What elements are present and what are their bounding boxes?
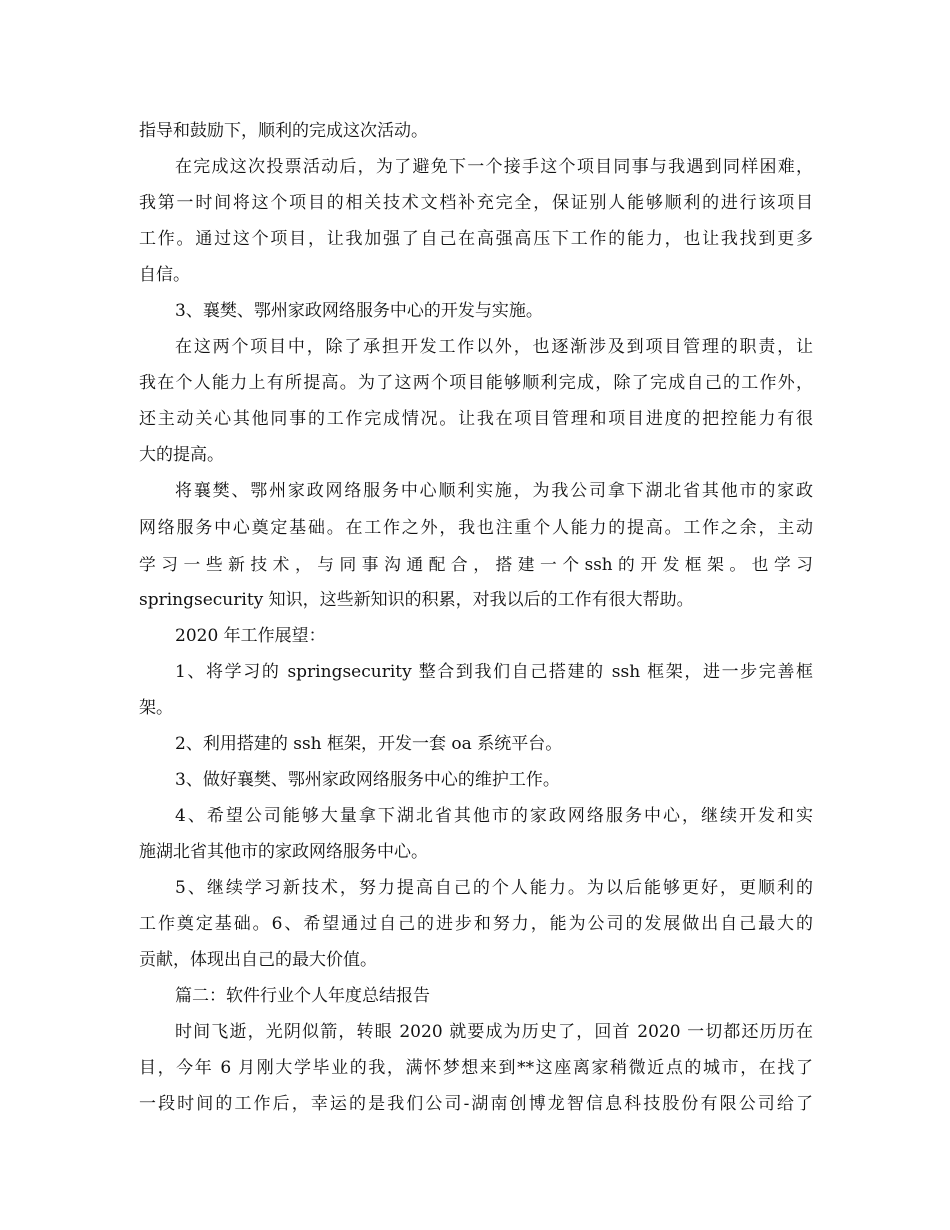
text-line: 工作。通过这个项目，让我加强了自己在高强高压下工作的能力，也让我找到更多: [139, 229, 813, 250]
text-line: 在完成这次投票活动后，为了避免下一个接手这个项目同事与我遇到同样困难，: [175, 157, 813, 178]
text-line: 在这两个项目中，除了承担开发工作以外，也逐渐涉及到项目管理的职责，让: [175, 337, 813, 358]
text-line: 将襄樊、鄂州家政网络服务中心顺利实施，为我公司拿下湖北省其他市的家政: [175, 481, 813, 502]
text-line: 施湖北省其他市的家政网络服务中心。: [139, 841, 428, 862]
text-line: 我在个人能力上有所提高。为了这两个项目能够顺利完成，除了完成自己的工作外，: [139, 373, 813, 394]
document-body: [139, 113, 813, 1122]
text-line: 3、做好襄樊、鄂州家政网络服务中心的维护工作。: [175, 769, 560, 790]
text-line: springsecurity 知识，这些新知识的积累，对我以后的工作有很大帮助。: [139, 589, 694, 610]
text-line: 一段时间的工作后，幸运的是我们公司-湖南创博龙智信息科技股份有限公司给了: [139, 1094, 813, 1115]
text-line: 目，今年 6 月刚大学毕业的我，满怀梦想来到**这座离家稍微近点的城市，在找了: [139, 1058, 813, 1079]
text-line: 架。: [139, 697, 173, 718]
text-line: 学 习 一 些 新 技 术 ， 与 同 事 沟 通 配 合 ， 搭 建 一 个 ssh 的 开 发 框 架 。 也 学 习: [139, 553, 813, 574]
text-line: 大的提高。: [139, 445, 224, 466]
text-line: 时间飞逝，光阴似箭，转眼 2020 就要成为历史了，回首 2020 一切都还历历在: [175, 1022, 813, 1043]
text-line: 我第一时间将这个项目的相关技术文档补充完全，保证别人能够顺利的进行该项目: [139, 193, 813, 214]
text-line: 自信。: [139, 265, 190, 286]
text-line: 网络服务中心奠定基础。在工作之外，我也注重个人能力的提高。工作之余，主动: [139, 517, 813, 538]
text-line: 2020 年工作展望：: [175, 625, 326, 646]
text-line: 3、襄樊、鄂州家政网络服务中心的开发与实施。: [175, 301, 543, 322]
text-line: 5、继续学习新技术，努力提高自己的个人能力。为以后能够更好，更顺利的: [175, 877, 813, 898]
text-line: 2、利用搭建的 ssh 框架，开发一套 oa 系统平台。: [175, 733, 563, 754]
text-line: 篇二：软件行业个人年度总结报告: [175, 986, 430, 1007]
text-line: 指导和鼓励下，顺利的完成这次活动。: [139, 121, 428, 141]
text-line: 4、希望公司能够大量拿下湖北省其他市的家政网络服务中心，继续开发和实: [175, 805, 813, 826]
text-line: 贡献，体现出自己的最大价值。: [139, 950, 377, 971]
text-line: 工作奠定基础。6、希望通过自己的进步和努力，能为公司的发展做出自己最大的: [139, 914, 813, 935]
text-line: 1、将学习的 springsecurity 整合到我们自己搭建的 ssh 框架，进一步完善框: [175, 661, 813, 682]
text-line: 还主动关心其他同事的工作完成情况。让我在项目管理和项目进度的把控能力有很: [139, 409, 813, 430]
